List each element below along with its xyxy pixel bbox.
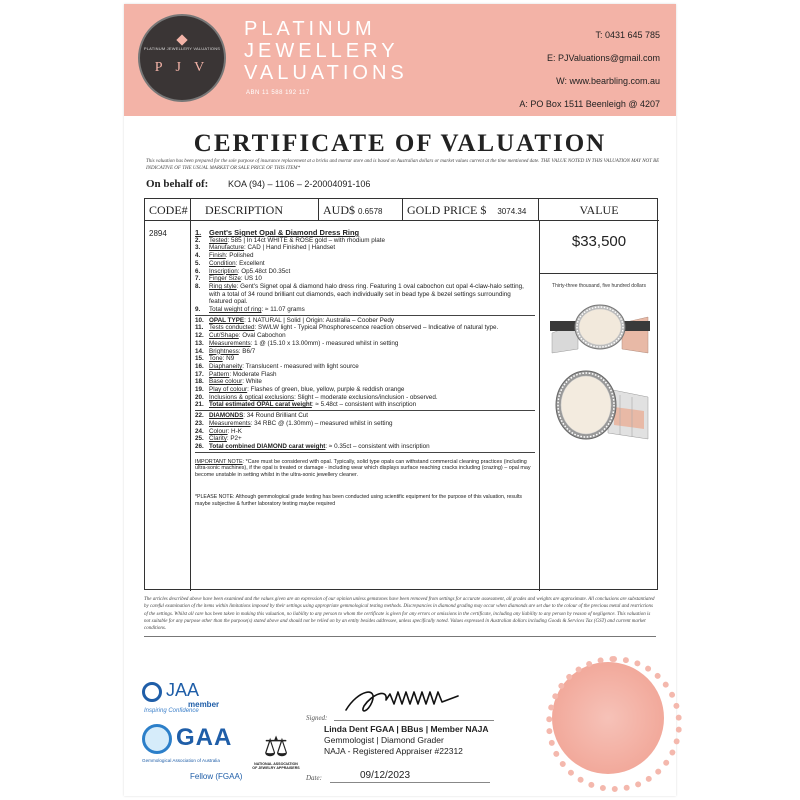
gaa-logo [142, 724, 252, 782]
item-detail: : Op5.48ct D0.35ct [237, 267, 291, 275]
description-item [195, 355, 535, 363]
item-detail: : 34 Round Brilliant Cut [243, 412, 309, 420]
item-label: Gent's Signet Opal & Diamond Dress Ring [209, 228, 360, 237]
header-description: DESCRIPTION [191, 199, 319, 221]
item-number: 16. [195, 362, 204, 370]
item-text [209, 443, 535, 451]
brand-line: JEWELLERY [244, 40, 399, 62]
item-label: Inclusions & optical exclusions [209, 393, 295, 401]
item-label: Finish [209, 252, 226, 260]
signed-label: Signed: [306, 714, 328, 722]
item-label: Total weight of ring [209, 306, 262, 314]
important-note [195, 459, 535, 479]
description-item [195, 412, 535, 420]
item-label: Measurements [209, 419, 251, 427]
item-number: 15. [195, 355, 204, 363]
item-detail: : N9 [222, 355, 235, 363]
item-detail: : Polished [225, 252, 254, 260]
aud-label: AUD$ [323, 203, 355, 217]
item-text [209, 252, 535, 260]
description-item [195, 371, 535, 379]
item-text [209, 363, 535, 371]
item-text [209, 317, 535, 325]
on-behalf-label: On behalf of: [146, 178, 209, 190]
contact-address: A: PO Box 1511 Beenleigh @ 4207 [519, 99, 660, 109]
code-column [145, 221, 191, 591]
valuation-disclaimer: This valuation has been prepared for the sole purpose of insurance replacement at a bricks and mortar store and is based on Australian dollars or market values current at the time mentioned date. THE VALUE NOTED IN THIS VALUATION MAY NOT BE INDICATIVE OF THE USUAL MARKET OR SALE PRICE OF THIS ITEM* [146, 159, 660, 171]
item-text [209, 275, 535, 283]
contact-web: W: www.bearbling.com.au [556, 76, 660, 86]
item-number: 18. [195, 378, 204, 386]
item-detail: : Gent's Signet opal & diamond halo dress ring. Featuring 1 oval cabochon cut opal 4-claw-halo setting, with a total of 34 round brilliant cut diamonds, each individually set in bead type & bezel settings surrounding featured opal. [209, 282, 524, 306]
gold-value: 3074.34 [497, 207, 527, 216]
description-item [195, 237, 535, 245]
abn-number: ABN 11 588 192 117 [246, 90, 310, 96]
valuation-amount: $33,500 [571, 233, 627, 250]
contact-phone: T: 0431 645 785 [595, 30, 660, 40]
description-item [195, 363, 535, 371]
item-detail: : 34 RBC @ (1.30mm) – measured whilst in setting [250, 419, 393, 427]
jaa-name: JAA [166, 680, 200, 700]
item-number: 13. [195, 339, 204, 347]
item-text [209, 332, 535, 340]
description-item [195, 443, 535, 451]
valuation-amount-words: Thirty-three thousand, five hundred dollars [552, 283, 646, 289]
description-item [195, 252, 535, 260]
item-text [209, 355, 535, 363]
description-item [195, 317, 535, 325]
item-number: 10. [195, 316, 204, 324]
scales-icon: ⚖ [263, 731, 289, 762]
item-number: 12. [195, 332, 204, 340]
item-number: 6. [195, 267, 201, 275]
valuation-date: 09/12/2023 [360, 770, 411, 781]
item-label: Pattern [209, 370, 230, 378]
description-item [195, 324, 535, 332]
item-number: 25. [195, 435, 204, 443]
logo-ring-text: PLATINUM JEWELLERY VALUATIONS [143, 46, 221, 51]
item-detail: : P2+ [226, 435, 242, 443]
naja-logo [252, 732, 300, 790]
item-label: Diaphaneity [209, 362, 243, 370]
logo-monogram: P J V [154, 60, 210, 75]
description-list [195, 229, 535, 508]
aud-value: 0.6578 [358, 207, 383, 216]
item-number: 23. [195, 419, 204, 427]
item-text [209, 237, 535, 245]
description-item [195, 275, 535, 283]
item-number: 7. [195, 275, 201, 283]
item-detail: : ≈ 11.07 grams [261, 306, 305, 314]
item-text [209, 244, 535, 252]
item-label: Condition [209, 259, 236, 267]
item-code: 2894 [149, 229, 167, 238]
description-item [195, 428, 535, 436]
header-code: CODE# [145, 199, 191, 221]
item-label: Total estimated OPAL carat weight [209, 401, 312, 409]
item-number: 19. [195, 386, 204, 394]
ring-photo-top-view [548, 293, 652, 361]
jaa-member-label: member [188, 700, 220, 709]
gold-label: GOLD PRICE $ [407, 203, 487, 217]
description-item [195, 420, 535, 428]
item-detail: : Flashes of green, blue, yellow, purple & reddish orange [247, 386, 405, 394]
item-label: Colour [209, 427, 228, 435]
description-item [195, 306, 535, 314]
header-value: VALUE [539, 199, 659, 221]
item-number: 1. [195, 228, 202, 237]
brand-line: PLATINUM [244, 18, 376, 40]
appraiser-details [324, 724, 489, 757]
item-number: 11. [195, 324, 204, 332]
header-band [124, 4, 676, 116]
description-item [195, 386, 535, 394]
description-item [195, 378, 535, 386]
item-number: 24. [195, 427, 204, 435]
item-label: Inscription [209, 267, 238, 275]
item-detail: : Translucent - measured with light source [242, 362, 359, 370]
certificate-paper [124, 4, 676, 796]
item-text [209, 386, 535, 394]
item-detail: : Oval Cabochon [238, 332, 286, 340]
appraiser-registration: NAJA - Registered Appraiser #22312 [324, 746, 463, 756]
embossed-seal [552, 662, 664, 774]
header-gold-price [403, 199, 539, 221]
item-text [209, 306, 535, 314]
important-note-text: : *Care must be considered with opal. Typically, solid type opals can withstand commercial cleaning practices (including ultra-sonic machines), if the opal is treated or damage - including wear which displays surface reaching cracks including (crazing) – opal may become unstable in setting whilst in the ultra-sonic jewellery cleaner. [195, 458, 531, 478]
item-number: 20. [195, 393, 204, 401]
item-detail: : 1 @ (15.10 x 13.00mm) - measured whilst in setting [250, 339, 399, 347]
date-label: Date: [306, 774, 322, 782]
description-item [195, 268, 535, 276]
section-divider [195, 452, 535, 453]
item-text [209, 283, 535, 306]
item-label: Tone [209, 355, 223, 363]
item-label: Cut/Shape [209, 332, 239, 340]
item-number: 14. [195, 347, 204, 355]
item-text [209, 378, 535, 386]
ring-photo-side-view [548, 367, 652, 445]
item-label: Clarity [209, 435, 227, 443]
item-number: 3. [195, 244, 201, 252]
item-number: 26. [195, 442, 204, 450]
brand-line: VALUATIONS [244, 62, 408, 84]
description-item [195, 244, 535, 252]
item-number: 22. [195, 412, 204, 420]
item-detail: : ≈ 0.35ct – consistent with inscription [325, 442, 430, 450]
item-text [209, 435, 535, 443]
item-detail: : Excellent [235, 259, 265, 267]
item-number: 8. [195, 282, 201, 290]
diamond-icon [176, 34, 187, 45]
description-item [195, 401, 535, 409]
section-divider [195, 315, 535, 316]
item-label: Brightness [209, 347, 239, 355]
header-aud [319, 199, 403, 221]
item-number: 21. [195, 401, 204, 409]
important-note-label: IMPORTANT NOTE [195, 458, 243, 465]
naja-name: NATIONAL ASSOCIATION OF JEWELRY APPRAISERS [252, 762, 300, 771]
item-detail: : H-K [227, 427, 242, 435]
item-label: Tested [209, 236, 228, 244]
item-detail: : SW/LW light - Typical Phosphorescence reaction observed – Indicative of natural type. [254, 324, 499, 332]
description-item [195, 348, 535, 356]
item-text [209, 324, 535, 332]
item-text [209, 420, 535, 428]
item-detail: : B6/7 [238, 347, 256, 355]
pjv-logo [138, 14, 226, 102]
contact-email: E: PJValuations@gmail.com [546, 53, 660, 63]
value-divider [540, 273, 658, 274]
item-text [209, 340, 535, 348]
brand-name [244, 18, 408, 84]
item-text [209, 428, 535, 436]
item-text [209, 260, 535, 268]
gaa-full-name: Gemmological Association of Australia [142, 758, 220, 763]
item-text [209, 348, 535, 356]
item-text [209, 268, 535, 276]
item-detail: : US 10 [240, 275, 262, 283]
description-item [195, 435, 535, 443]
item-number: 4. [195, 252, 201, 260]
item-detail: : White [242, 378, 262, 386]
description-item [195, 229, 535, 237]
item-text [209, 412, 535, 420]
footer-disclaimer: The articles described above have been examined and the values given are an expression of our opinion unless gemstones have been removed from settings for accurate assessment, all grades and weights are approximate. All conclusions are substantiated by careful examination of the items within limitations imposed by their settings using appropriate gemmological testing methods. Discrepancies in diamond grading may occur when diamonds are set due to the colour of the precious metal and restrictions of the settings. Whilst all care has been taken in making this valuation, no liability to any person to whom the certificate is given for any errors or omissions in the certificate, including any liability to any person by reason of negligence. This valuation is not suitable for any purpose other than the purpose(s) stated above and should not be relied on by an entity besides addressee, unless specifically noted. Values expressed in Australian dollars including Goods & Services Tax (GST) and current market conditions. [144, 596, 656, 637]
appraiser-role: Gemmologist | Diamond Grader [324, 735, 444, 745]
appraiser-name: Linda Dent FGAA | BBus | Member NAJA [324, 724, 489, 734]
item-detail: : ≈ 5.48ct – consistent with inscription [311, 401, 417, 409]
description-item [195, 340, 535, 348]
description-item [195, 332, 535, 340]
description-item [195, 283, 535, 306]
contact-details [519, 24, 660, 116]
jaa-member-logo [142, 682, 232, 716]
jaa-tagline: Inspiring Confidence [144, 708, 199, 714]
item-label: Tests conducted [209, 324, 255, 332]
item-text [209, 371, 535, 379]
gaa-gem-icon [142, 724, 172, 754]
item-text [209, 394, 535, 402]
item-label: Play of colour [209, 386, 248, 394]
date-line [330, 782, 490, 783]
on-behalf-value: KOA (94) – 1106 – 2-20004091-106 [228, 179, 371, 189]
item-label: Total combined DIAMOND carat weight [209, 442, 326, 450]
item-detail: : 585 | In 14ct WHITE & ROSE gold – with rhodium plate [227, 236, 385, 244]
item-text [209, 401, 535, 409]
item-label: DIAMONDS [209, 412, 244, 420]
item-label: OPAL TYPE [209, 316, 245, 324]
description-item [195, 260, 535, 268]
item-number: 2. [195, 236, 201, 244]
item-detail: : 1 NATURAL | Solid | Origin: Australia – Coober Pedy [244, 316, 395, 324]
item-label: Base colour [209, 378, 243, 386]
item-detail: : Slight – moderate exclusions/inclusion - observed. [294, 393, 438, 401]
item-label: Manufacture [209, 244, 245, 252]
item-number: 17. [195, 370, 204, 378]
gaa-fellow-label: Fellow (FGAA) [190, 772, 243, 781]
value-column [539, 221, 659, 591]
item-label: Measurements [209, 339, 251, 347]
item-detail: : CAD | Hand Finished | Handset [244, 244, 336, 252]
description-item [195, 394, 535, 402]
valuation-table [144, 198, 658, 590]
item-number: 9. [195, 306, 201, 314]
signature-line [334, 720, 494, 721]
item-detail: : Moderate Flash [229, 370, 277, 378]
on-behalf-row [146, 178, 371, 190]
item-label: Finger Size [209, 275, 241, 283]
gaa-name: GAA [176, 724, 233, 751]
item-text [209, 229, 535, 237]
jaa-globe-icon [142, 682, 162, 702]
please-note: *PLEASE NOTE: Although gemmological grade testing has been conducted using scientific equipment for the purpose of this valuation, results maybe subjective & further laboratory testing maybe required [195, 494, 523, 508]
item-label: Ring style [209, 282, 237, 290]
section-divider [195, 410, 535, 411]
handwritten-signature [338, 680, 478, 720]
certificate-title: CERTIFICATE OF VALUATION [193, 130, 607, 157]
item-number: 5. [195, 259, 201, 267]
